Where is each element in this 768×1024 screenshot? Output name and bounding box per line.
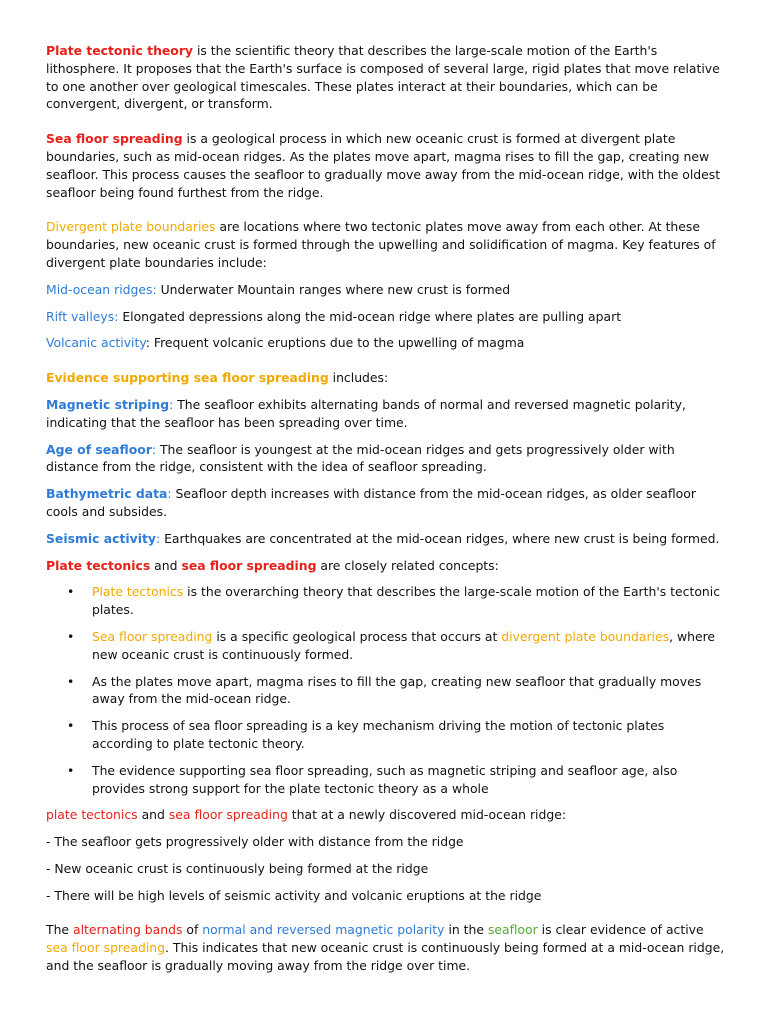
term-seafloor: seafloor: [487, 922, 538, 938]
term-magnetic-polarity: normal and reversed magnetic polarity: [202, 922, 445, 938]
list-item-text: The evidence supporting sea floor spreading, such as magnetic striping and seafloor age, also provides strong support for the plate tectonic theory as a whole: [92, 762, 678, 796]
term-sea-floor-spreading: sea floor spreading: [181, 557, 317, 573]
divergent-boundaries-paragraph: [46, 218, 726, 271]
feature-item: [46, 308, 726, 326]
term-volcanic-activity: Volcanic activity: [46, 335, 146, 351]
evidence-item: [46, 396, 726, 432]
feature-text: Underwater Mountain ranges where new crust is formed: [156, 281, 511, 297]
term-divergent-plate-boundaries: divergent plate boundaries: [501, 628, 670, 644]
term-bathymetric-data: Bathymetric data: [46, 486, 168, 502]
evidence-text: The seafloor is youngest at the mid-ocean ridges and gets progressively older with distance from the ridge, consistent with the idea of seafloor spreading.: [46, 441, 675, 475]
heading-text: that at a newly discovered mid-ocean ridge:: [287, 807, 567, 823]
term-alternating-bands: alternating bands: [72, 922, 183, 938]
term-divergent-plate-boundaries: Divergent plate boundaries: [46, 219, 216, 235]
list-item: [46, 762, 726, 798]
document-page: [46, 42, 726, 975]
paragraph-text: is clear evidence of active: [537, 922, 704, 938]
prediction-heading: [46, 806, 726, 824]
list-item-text: , where new oceanic crust is continuously formed.: [92, 628, 716, 662]
related-concepts-heading: [46, 557, 726, 575]
list-item-text: As the plates move apart, magma rises to fill the gap, creating new seafloor that gradually moves away from the mid-ocean ridge.: [92, 673, 702, 707]
term-plate-tectonic-theory: Plate tectonic theory: [46, 43, 194, 58]
term-sea-floor-spreading: Sea floor spreading: [92, 628, 213, 644]
term-sea-floor-spreading: sea floor spreading: [168, 807, 288, 823]
evidence-text: The seafloor exhibits alternating bands of normal and reversed magnetic polarity, indicating that the seafloor has been spreading over time.: [46, 396, 686, 430]
paragraph-text: is the scientific theory that describes the large-scale motion of the Earth's lithosphere. It proposes that the Earth's surface is composed of several large, rigid plates that move relative to one another over geological timescales. These plates interact at their boundaries, which can be convergent, divergent, or transform.: [46, 43, 720, 112]
plate-tectonic-theory-paragraph: [46, 42, 726, 113]
term-plate-tectonics: plate tectonics: [46, 807, 138, 823]
list-item-text: is a specific geological process that occurs at: [212, 628, 502, 644]
term-sea-floor-spreading: Sea floor spreading: [46, 131, 183, 147]
list-item: [46, 717, 726, 753]
term-colon: :: [169, 396, 174, 412]
paragraph-text: The: [46, 922, 73, 938]
connector-text: and: [150, 557, 182, 573]
term-plate-tectonics: Plate tectonics: [92, 584, 184, 600]
term-mid-ocean-ridges: Mid-ocean ridges:: [46, 281, 157, 297]
evidence-text: Earthquakes are concentrated at the mid-ocean ridges, where new crust is being formed.: [160, 530, 720, 546]
evidence-item: [46, 485, 726, 521]
feature-text: Elongated depressions along the mid-ocean ridge where plates are pulling apart: [118, 308, 622, 324]
related-concepts-list: [46, 583, 726, 797]
sea-floor-spreading-paragraph: [46, 130, 726, 201]
term-colon: :: [151, 441, 157, 457]
paragraph-text: . This indicates that new oceanic crust is continuously being formed at a mid-ocean ridge, and the seafloor is gradually moving away from the ridge over time.: [46, 940, 725, 974]
paragraph-text: is a geological process in which new oceanic crust is formed at divergent plate boundaries, such as mid-ocean ridges. As the plates move apart, magma rises to fill the gap, creating new seafloor. This process causes the seafloor to gradually move away from the mid-ocean ridge, with the oldest seafloor being found furthest from the ridge.: [46, 131, 721, 200]
feature-text: : Frequent volcanic eruptions due to the upwelling of magma: [145, 335, 525, 351]
term-rift-valleys: Rift valleys:: [46, 308, 119, 324]
paragraph-text: in the: [444, 922, 488, 938]
heading-text: includes:: [328, 370, 389, 386]
term-colon: :: [167, 486, 172, 502]
dash-item: - There will be high levels of seismic activity and volcanic eruptions at the ridge: [46, 887, 542, 903]
evidence-text: Seafloor depth increases with distance from the mid-ocean ridges, as older seafloor cools and subsides.: [46, 486, 696, 519]
list-item: [46, 673, 726, 709]
list-item-text: is the overarching theory that describes the large-scale motion of the Earth's tectonic plates.: [92, 584, 721, 618]
connector-text: and: [137, 807, 169, 823]
paragraph-text: of: [182, 922, 203, 938]
paragraph-text: are locations where two tectonic plates move away from each other. At these boundaries, new oceanic crust is formed through the upwelling and solidification of magma. Key features of divergent plate boundaries include:: [46, 219, 716, 270]
list-item: [46, 628, 726, 664]
heading-text: are closely related concepts:: [316, 557, 499, 573]
term-colon: :: [155, 530, 161, 546]
dash-item: - New oceanic crust is continuously being formed at the ridge: [46, 860, 429, 876]
evidence-item: [46, 441, 726, 477]
term-seismic-activity: Seismic activity: [46, 530, 156, 546]
list-item: [46, 583, 726, 619]
term-plate-tectonics: Plate tectonics: [46, 557, 151, 573]
term-magnetic-striping: Magnetic striping: [46, 396, 170, 412]
evidence-item: [46, 530, 726, 548]
term-sea-floor-spreading: sea floor spreading: [46, 940, 165, 956]
conclusion-paragraph: [46, 921, 726, 974]
term-evidence-supporting: Evidence supporting sea floor spreading: [46, 370, 329, 386]
feature-item: [46, 334, 726, 352]
dash-item: - The seafloor gets progressively older with distance from the ridge: [46, 834, 464, 850]
list-item-text: This process of sea floor spreading is a key mechanism driving the motion of tectonic plates according to plate tectonic theory.: [92, 718, 665, 751]
feature-item: [46, 281, 726, 299]
term-age-of-seafloor: Age of seafloor: [46, 441, 152, 457]
evidence-heading: [46, 369, 726, 387]
